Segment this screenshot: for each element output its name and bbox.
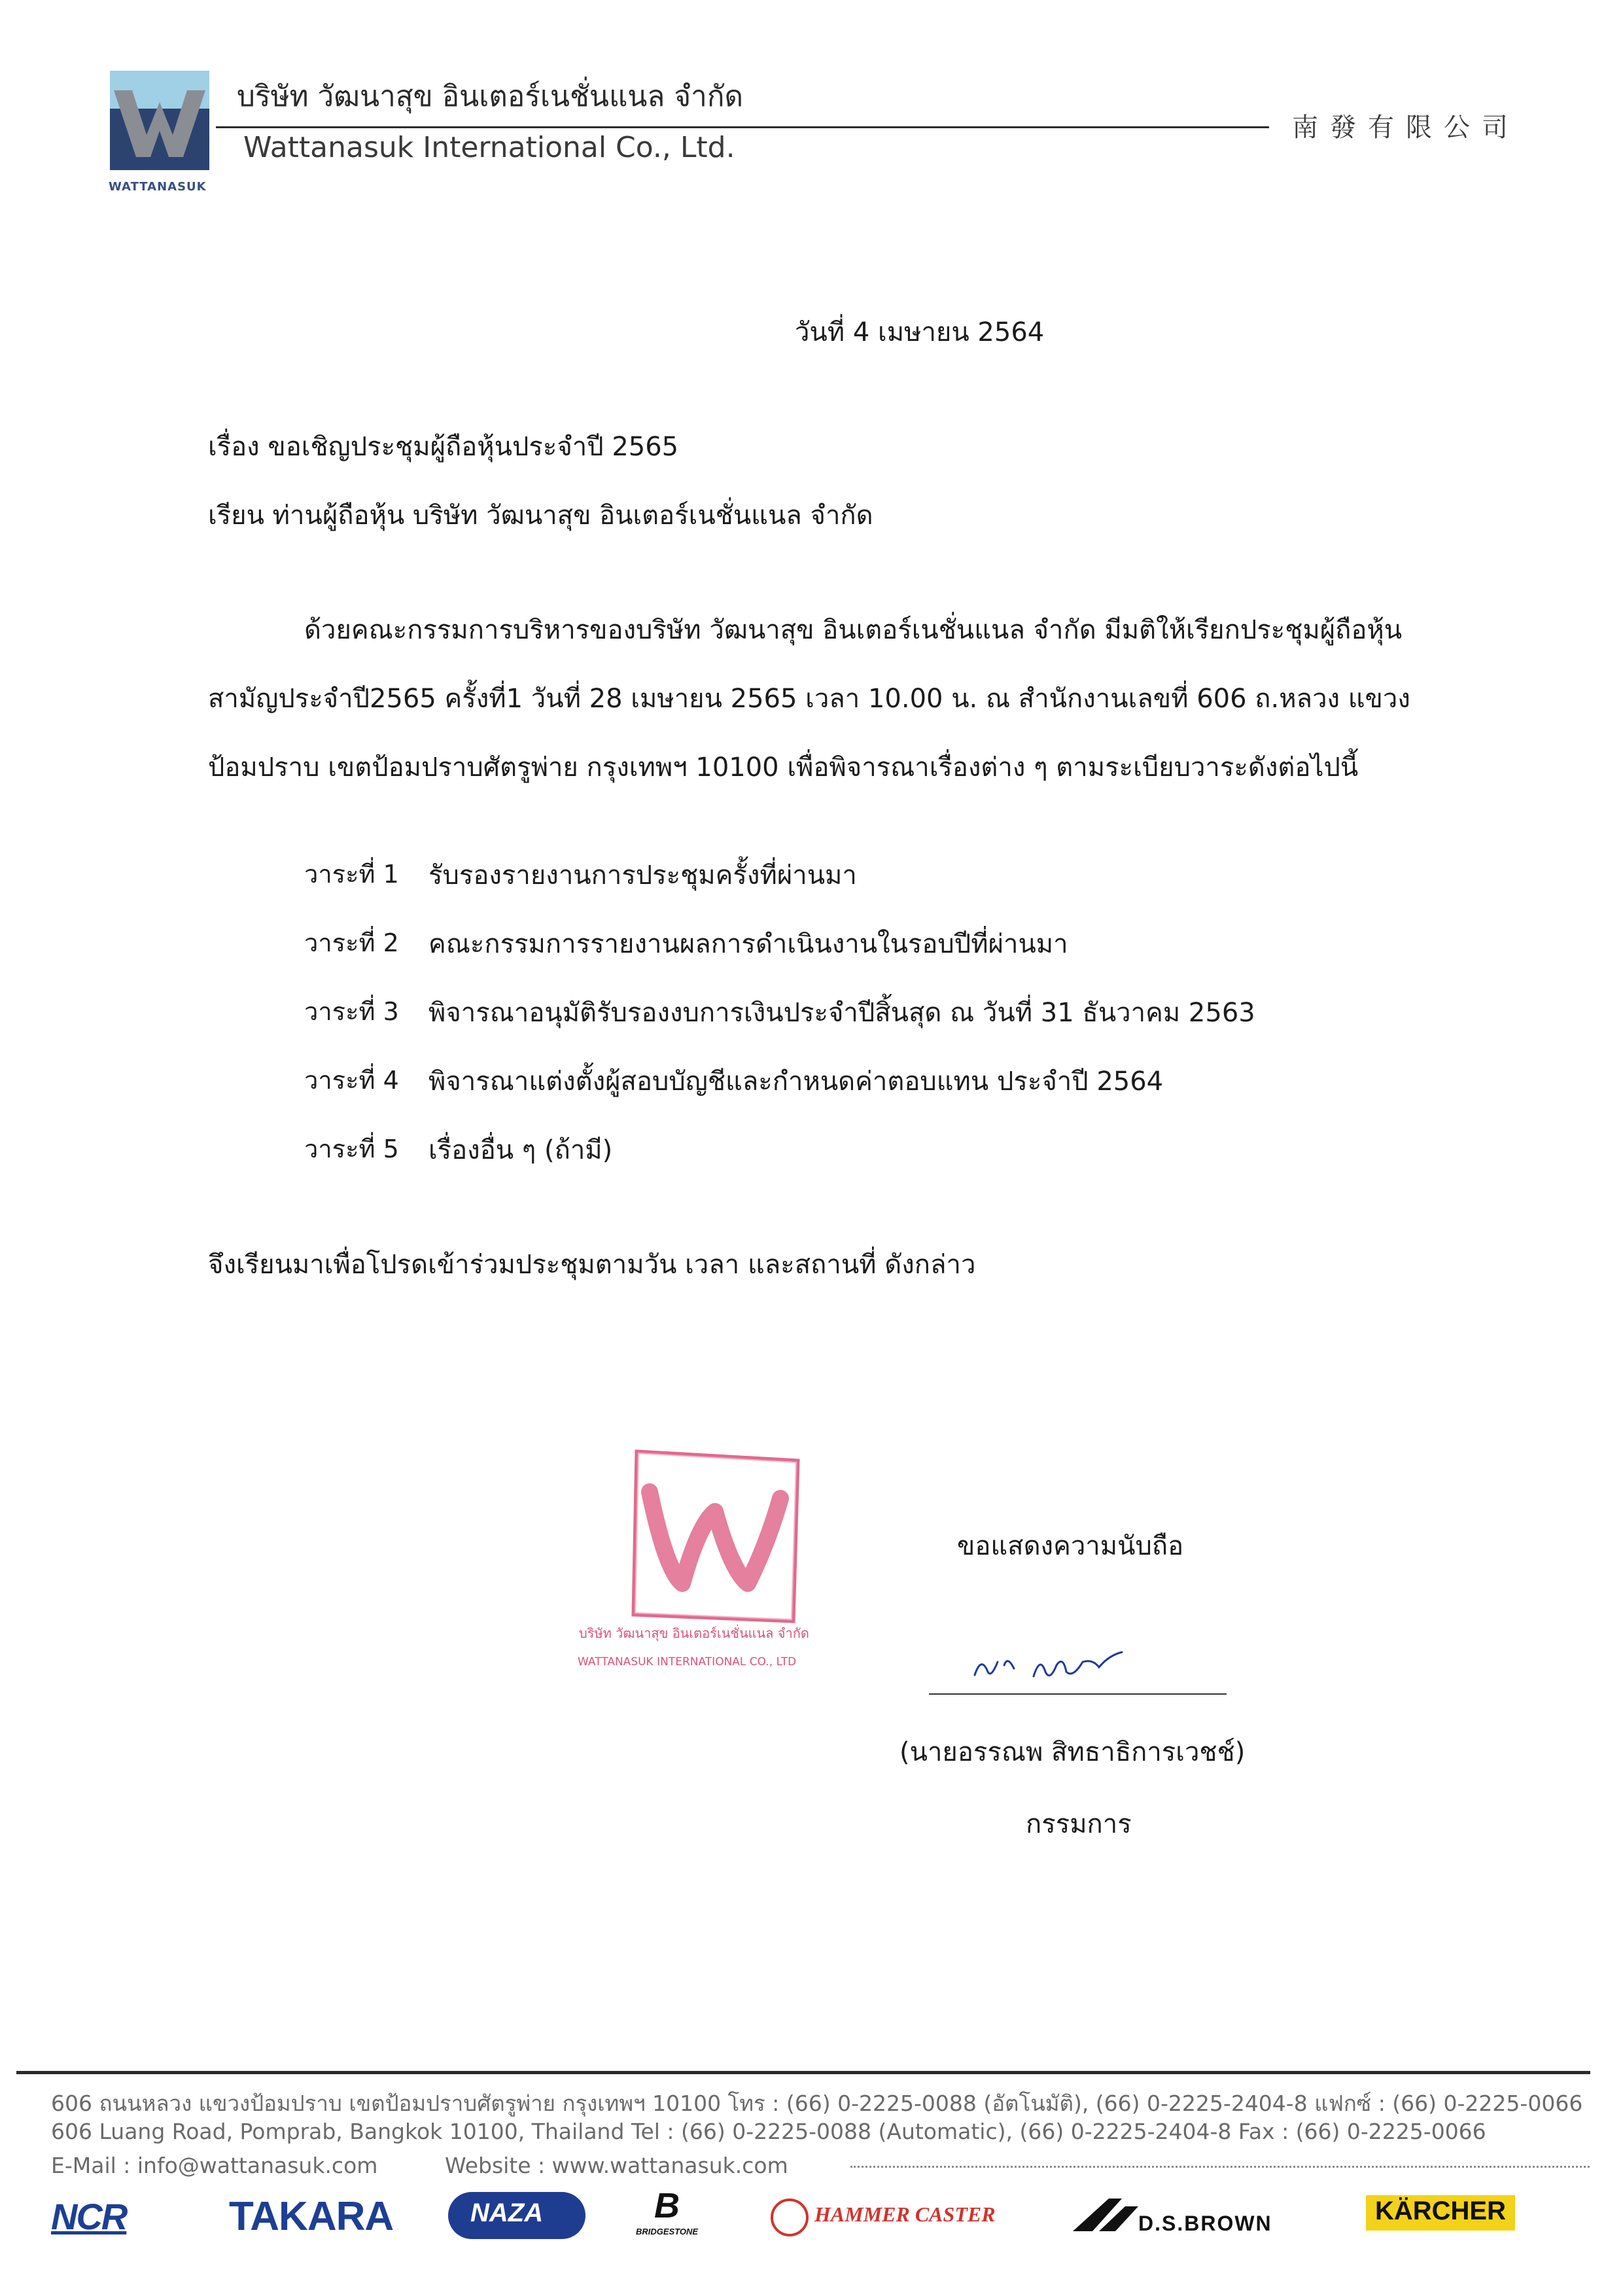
agenda-label: วาระที่ 1 <box>304 860 399 889</box>
regards-text: ขอแสดงความนับถือ <box>957 1531 1184 1561</box>
brand-naza-label: NAZA <box>470 2199 544 2227</box>
footer-email[interactable]: E-Mail : info@wattanasuk.com <box>51 2153 378 2178</box>
brand-logo-ncr: NCR <box>51 2196 127 2237</box>
hammer-caster-wheel-icon <box>771 2199 809 2236</box>
brand-logo-hammer-caster: HAMMER CASTER <box>814 2202 996 2226</box>
footer-website[interactable]: Website : www.wattanasuk.com <box>445 2153 788 2178</box>
company-name-thai: บริษัท วัฒนาสุข อินเตอร์เนชั่นแนล จำกัด <box>237 80 744 113</box>
signer-title: กรรมการ <box>1026 1809 1132 1839</box>
closing-sentence: จึงเรียนมาเพื่อโปรดเข้าร่วมประชุมตามวัน เวลา และสถานที่ ดังกล่าว <box>208 1250 976 1280</box>
company-logo <box>110 71 209 170</box>
agenda-label: วาระที่ 5 <box>304 1135 399 1163</box>
letter-subject: เรื่อง ขอเชิญประชุมผู้ถือหุ้นประจำปี 2565 <box>208 432 679 462</box>
footer-address-english: 606 Luang Road, Pomprab, Bangkok 10100, Thailand Tel : (66) 0-2225-0088 (Automatic), (66) 0-2225-2404-8 Fax : (66) 0-2225-0066 <box>51 2119 1486 2144</box>
brand-logo-bridgestone-mark: B <box>654 2186 680 2225</box>
letter-recipient: เรียน ท่านผู้ถือหุ้น บริษัท วัฒนาสุข อินเตอร์เนชั่นแนล จำกัด <box>208 501 873 531</box>
agenda-label: วาระที่ 4 <box>304 1066 399 1095</box>
agenda-title: รับรองรายงานการประชุมครั้งที่ผ่านมา <box>428 860 857 891</box>
stamp-text-english: WATTANASUK INTERNATIONAL CO., LTD <box>578 1655 797 1669</box>
ds-brown-emblem-icon <box>1073 2192 1145 2238</box>
wattanasuk-logo-icon <box>110 71 209 170</box>
footer-dotted-rule <box>850 2166 1590 2168</box>
signature-icon <box>968 1636 1132 1688</box>
brand-logo-ds-brown: D.S.BROWN <box>1138 2212 1272 2235</box>
signature-line <box>929 1693 1227 1695</box>
agenda-title: พิจารณาอนุมัติรับรองงบการเงินประจำปีสิ้นสุด ณ วันที่ 31 ธันวาคม 2563 <box>428 998 1255 1028</box>
agenda-label: วาระที่ 3 <box>304 997 399 1026</box>
company-name-english: Wattanasuk International Co., Ltd. <box>243 131 735 164</box>
stamp-text-thai: บริษัท วัฒนาสุข อินเตอร์เนชั่นแนล จำกัด <box>579 1625 809 1641</box>
logo-caption: WATTANASUK <box>109 180 207 194</box>
signer-name: (นายอรรณพ สิทธาธิการเวชช์) <box>899 1737 1246 1767</box>
footer-divider <box>16 2071 1590 2074</box>
handwritten-signature <box>968 1636 1132 1688</box>
brand-logo-bridgestone: BRIDGESTONE <box>636 2227 699 2236</box>
agenda-title: พิจารณาแต่งตั้งผู้สอบบัญชีและกำหนดค่าตอบแทน ประจำปี 2564 <box>428 1067 1164 1097</box>
agenda-title: คณะกรรมการรายงานผลการดำเนินงานในรอบปีที่ผ่านมา <box>428 929 1068 959</box>
brand-logo-karcher: KÄRCHER <box>1366 2195 1515 2231</box>
footer-address-thai: 606 ถนนหลวง แขวงป้อมปราบ เขตป้อมปราบศัตรูพ่าย กรุงเทพฯ 10100 โทร : (66) 0-2225-0088 (อัตโนมัติ), (66) 0-2225-2404-8 แฟกซ์ : (66) 0-2225-0066 <box>51 2091 1583 2116</box>
letter-date: วันที่ 4 เมษายน 2564 <box>795 317 1045 347</box>
brand-logo-takara: TAKARA <box>229 2194 394 2239</box>
paragraph-line: ด้วยคณะกรรมการบริหารของบริษัท วัฒนาสุข อินเตอร์เนชั่นแนล จำกัด มีมติให้เรียกประชุมผู้ถือหุ้น <box>304 615 1403 645</box>
header-divider <box>216 126 1269 128</box>
paragraph-line: สามัญประจำปี2565 ครั้งที่1 วันที่ 28 เมษายน 2565 เวลา 10.00 น. ณ สำนักงานเลขที่ 606 ถ.หลวง แขวง <box>208 684 1410 714</box>
agenda-title: เรื่องอื่น ๆ (ถ้ามี) <box>428 1135 613 1165</box>
paragraph-line: ป้อมปราบ เขตป้อมปราบศัตรูพ่าย กรุงเทพฯ 10100 เพื่อพิจารณาเรื่องต่าง ๆ ตามระเบียบวาระดังต่อไปนี้ <box>208 752 1359 783</box>
brand-logo-naza <box>448 2192 585 2239</box>
agenda-label: วาระที่ 2 <box>304 928 399 957</box>
company-name-chinese: 南發有限公司 <box>1292 113 1520 143</box>
